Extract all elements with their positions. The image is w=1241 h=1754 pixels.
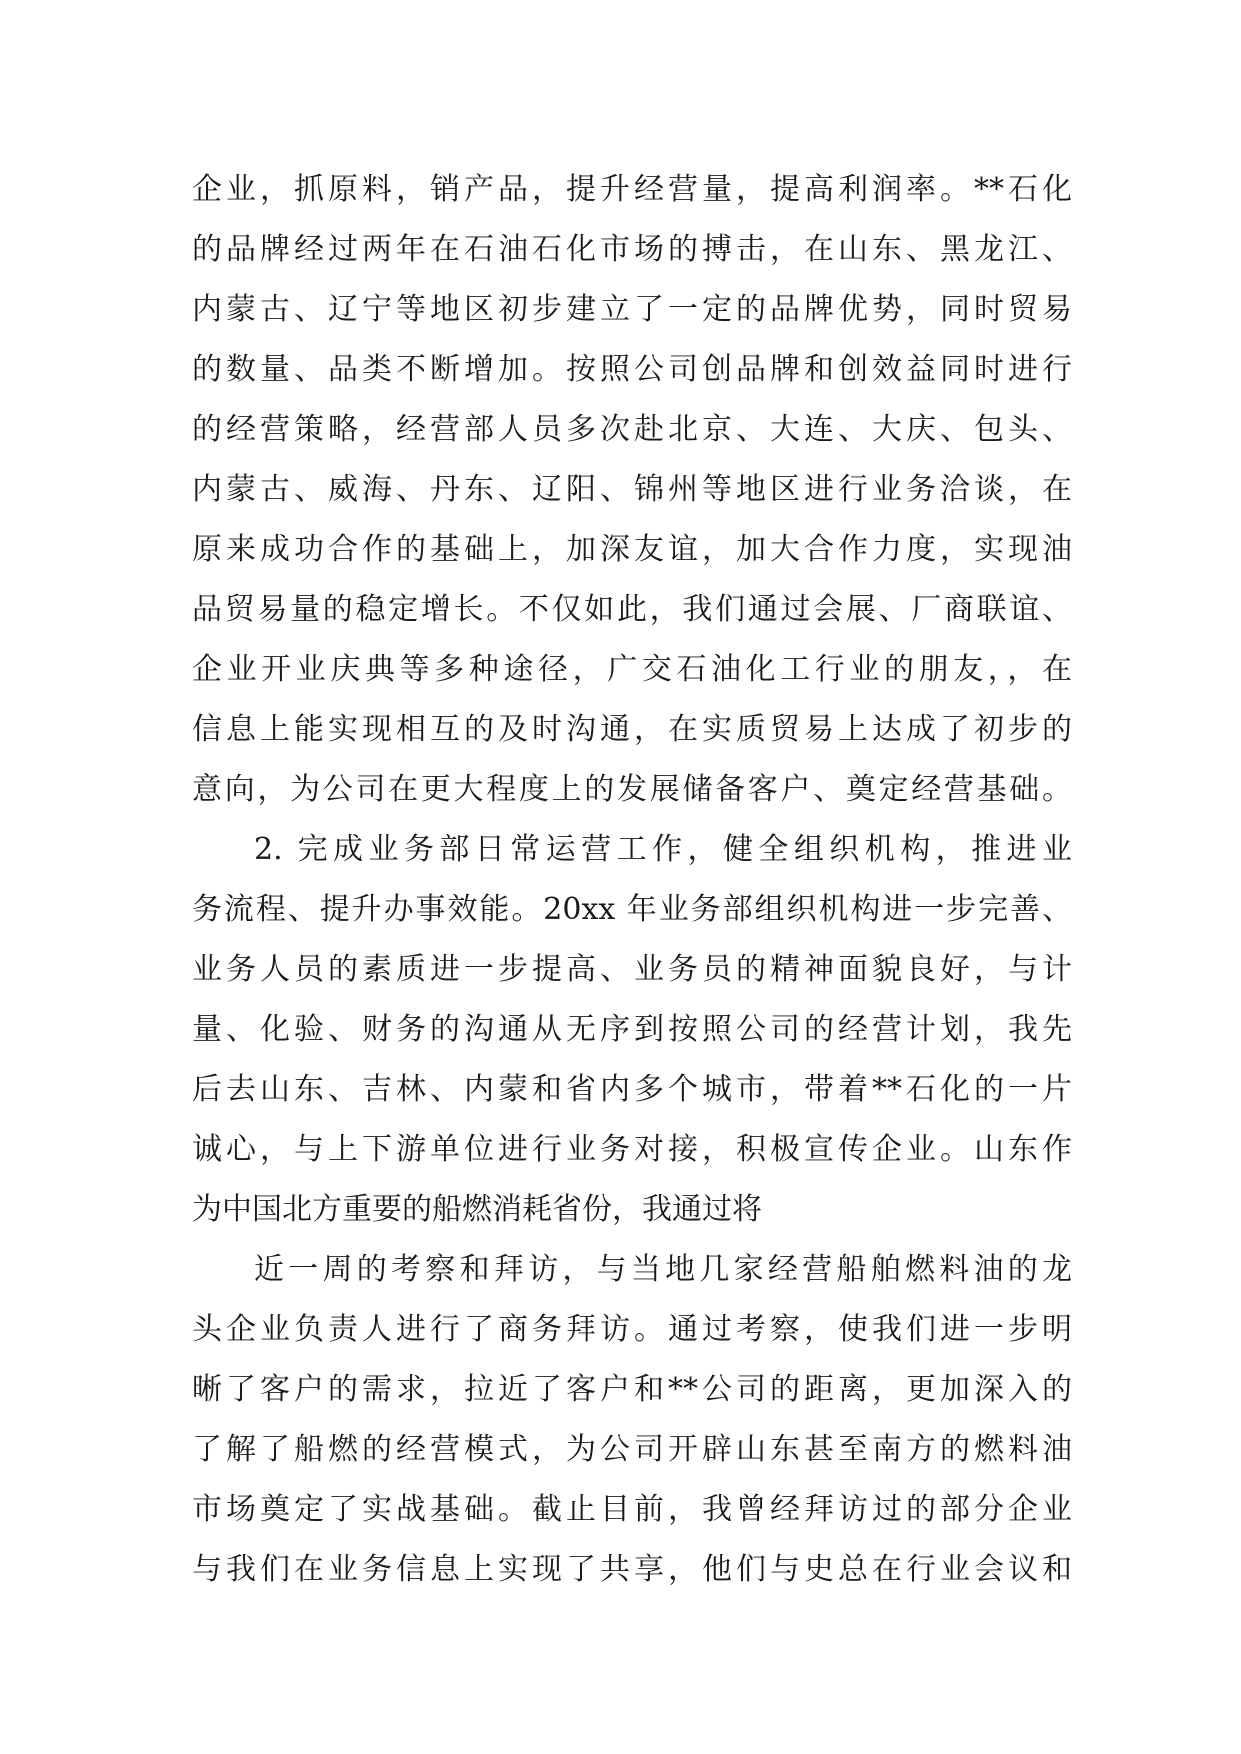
text-line: 近一周的考察和拜访，与当地几家经营船舶燃料油的龙 [254, 1252, 1072, 1287]
text-line: 后去山东、吉林、内蒙和省内多个城市，带着**石化的一片 [192, 1072, 1072, 1107]
text-line: 原来成功合作的基础上，加深友谊，加大合作力度，实现油 [192, 532, 1072, 567]
text-line: 为中国北方重要的船燃消耗省份，我通过将 [192, 1192, 762, 1227]
text-line: 信息上能实现相互的及时沟通，在实质贸易上达成了初步的 [192, 712, 1072, 747]
text-line: 的数量、品类不断增加。按照公司创品牌和创效益同时进行 [192, 352, 1072, 387]
body-text [192, 160, 1072, 1600]
text-line: 与我们在业务信息上实现了共享，他们与史总在行业会议和 [192, 1552, 1072, 1587]
text-line: 的经营策略，经营部人员多次赴北京、大连、大庆、包头、 [192, 412, 1072, 447]
text-line: 企业开业庆典等多种途径，广交石油化工行业的朋友，，在 [192, 652, 1072, 687]
text-line: 业务人员的素质进一步提高、业务员的精神面貌良好，与计 [192, 952, 1072, 987]
text-line: 诚心，与上下游单位进行业务对接，积极宣传企业。山东作 [192, 1132, 1072, 1167]
text-line: 企业，抓原料，销产品，提升经营量，提高利润率。**石化 [192, 172, 1072, 207]
text-line: 头企业负责人进行了商务拜访。通过考察，使我们进一步明 [192, 1312, 1072, 1347]
text-line: 了解了船燃的经营模式，为公司开辟山东甚至南方的燃料油 [192, 1432, 1072, 1467]
text-line: 务流程、提升办事效能。20xx 年业务部组织机构进一步完善、 [192, 892, 1072, 927]
text-line: 意向，为公司在更大程度上的发展储备客户、奠定经营基础。 [192, 772, 1072, 807]
text-line: 量、化验、财务的沟通从无序到按照公司的经营计划，我先 [192, 1012, 1072, 1047]
text-line: 市场奠定了实战基础。截止目前，我曾经拜访过的部分企业 [192, 1492, 1072, 1527]
text-line: 晰了客户的需求，拉近了客户和**公司的距离，更加深入的 [192, 1372, 1072, 1407]
text-line: 内蒙古、威海、丹东、辽阳、锦州等地区进行业务洽谈，在 [192, 472, 1072, 507]
text-line: 2. 完成业务部日常运营工作，健全组织机构，推进业 [254, 832, 1072, 867]
text-line: 的品牌经过两年在石油石化市场的搏击，在山东、黑龙江、 [192, 232, 1072, 267]
text-line: 品贸易量的稳定增长。不仅如此，我们通过会展、厂商联谊、 [192, 592, 1072, 627]
text-line: 内蒙古、辽宁等地区初步建立了一定的品牌优势，同时贸易 [192, 292, 1072, 327]
